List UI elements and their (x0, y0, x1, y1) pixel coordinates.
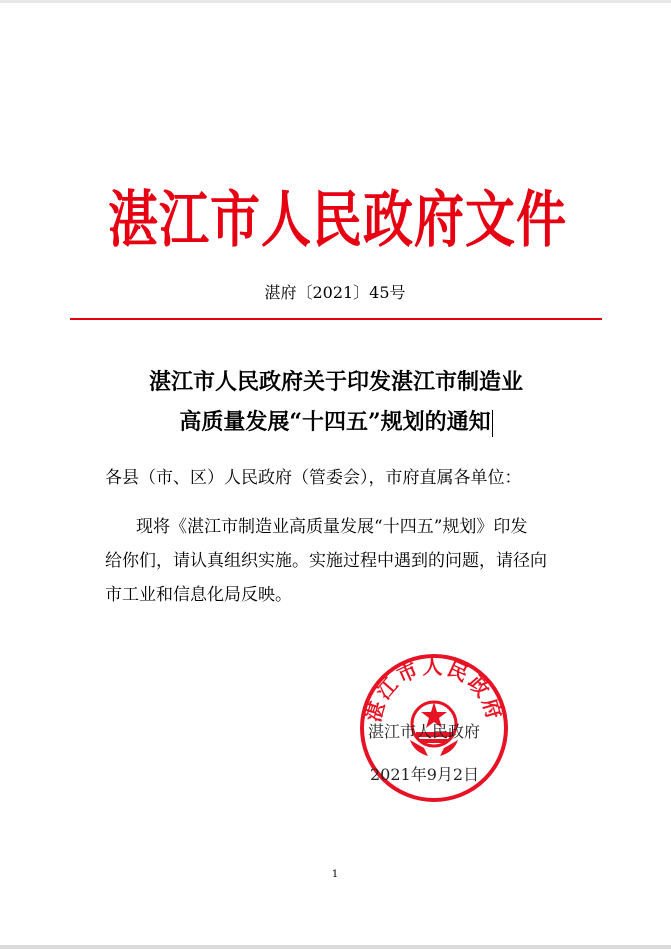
signature-date: 2021年9月2日 (370, 765, 480, 784)
text-cursor (492, 410, 493, 437)
page-bottom-edge (0, 945, 671, 949)
notice-title-line-2-text: 高质量发展“十四五”规划的通知 (179, 409, 491, 435)
document-number: 湛府〔2021〕45号 (264, 283, 406, 302)
page-top-edge (0, 0, 671, 3)
body-text-line-1: 现将《湛江市制造业高质量发展“十四五”规划》印发 (136, 517, 528, 537)
page-number: 1 (331, 869, 339, 880)
document-masthead: 湛江市人民政府文件 (108, 184, 567, 256)
red-divider-line (70, 318, 602, 320)
notice-title-line-1: 湛江市人民政府关于印发湛江市制造业 (148, 369, 523, 395)
body-text-line-3: 市工业和信息化局反映。 (105, 585, 292, 605)
body-text-line-2: 给你们，请认真组织实施。实施过程中遇到的问题，请径向 (105, 551, 547, 571)
signature-organization: 湛江市人民政府 (368, 722, 481, 741)
salutation: 各县（市、区）人民政府（管委会），市府直属各单位： (105, 468, 522, 488)
notice-title-line-2 (60, 407, 612, 437)
seal-text: 湛江市人民政府 (360, 654, 508, 725)
